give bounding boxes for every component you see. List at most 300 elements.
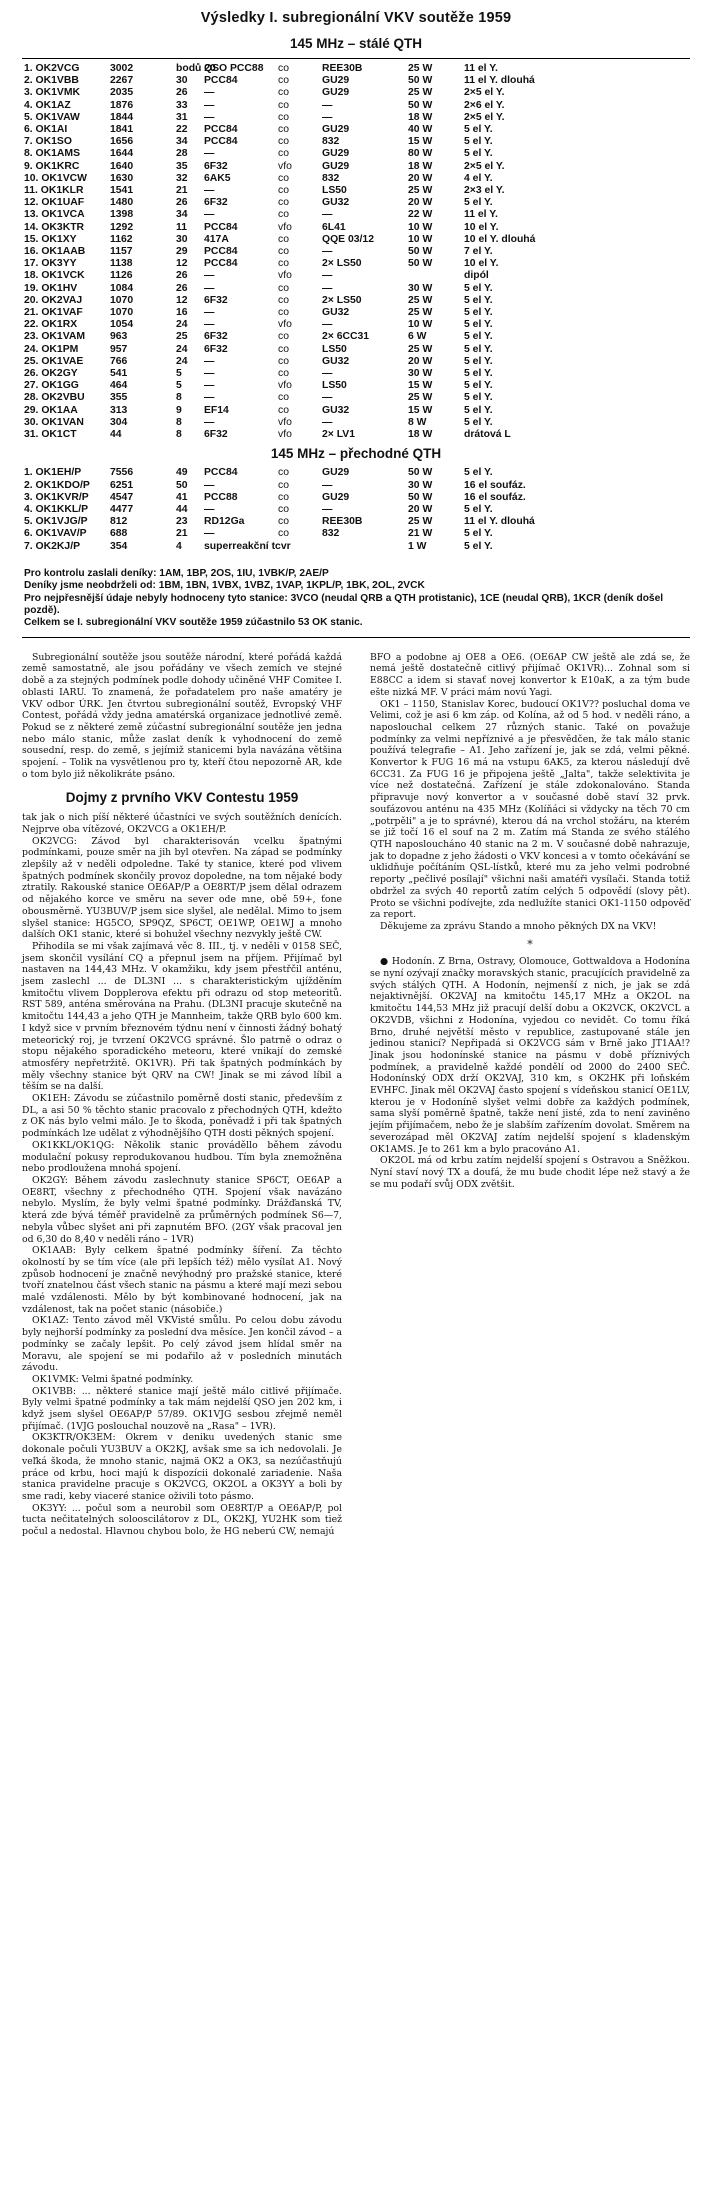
mode-cell: co: [278, 111, 289, 123]
mode-cell: co: [278, 528, 289, 540]
antenna-cell: 10 el Y.: [464, 221, 499, 233]
points-cell: 1640: [110, 160, 134, 172]
note-line: Pro kontrolu zaslali deníky: 1AM, 1BP, 2OS, 1IU, 1VBK/P, 2AE/P: [24, 567, 329, 579]
rank-callsign-cell: 23. OK1VAM: [24, 331, 86, 343]
power-tube-cell: LS50: [322, 343, 347, 355]
mode-cell: co: [278, 331, 289, 343]
transmitter-cell: superreakční tcvr: [204, 540, 291, 552]
table-row: [24, 480, 624, 492]
table-row: [24, 75, 624, 87]
rank-callsign-cell: 29. OK1AA: [24, 404, 78, 416]
points-cell: 1876: [110, 99, 134, 111]
bottom-rule: [22, 637, 690, 638]
points-cell: 3002: [110, 63, 134, 74]
transmitter-cell: —: [204, 148, 215, 160]
power-tube-cell: 832: [322, 136, 340, 148]
points-cell: 1138: [110, 258, 133, 270]
table-row: [24, 380, 624, 392]
qso-count-cell: 49: [176, 467, 188, 479]
qso-count-cell: 21: [176, 528, 188, 540]
paragraph: BFO a podobne aj OE8 a OE6. (OE6AP CW ještě ale zdá se, že nemá ještě dostatečně citlivý přijímač OK1VR)... Zohnal som si E88CC a idem si stavať novej konvertor k E10aK, a za tým bude ešte nizká MF. V práci mám novú Yagi.: [370, 651, 690, 698]
antenna-cell: 5 el Y.: [464, 136, 493, 148]
qso-count-cell: 33: [176, 99, 188, 111]
article-columns: [22, 652, 690, 1538]
points-cell: 7556: [110, 467, 134, 479]
power-tube-cell: GU29: [322, 491, 350, 503]
power-cell: 80 W: [408, 148, 433, 160]
qso-count-cell: 4: [176, 540, 182, 552]
mode-cell: vfo: [278, 429, 292, 441]
transmitter-cell: 6F32: [204, 160, 228, 172]
paragraph: OK2GY: Během závodu zaslechnuty stanice SP6CT, OE6AP a OE8RT, všechny z přechodného QTH. Spojení však navázáno nebylo. Myslím, že byly velmi špatné podmínky. Drážďanská TV, která zde bývá téměř pravidelně za průměrných podmínek S6—7, nebyla vůbec slyšet ani při zapnutém BFO. (2GY však pracoval jen od 6,30 do 8,40 v neděli ráno – 1VR): [22, 1174, 342, 1245]
qso-count-cell: 26: [176, 270, 188, 282]
transmitter-cell: —: [204, 111, 215, 123]
table-row: [24, 541, 624, 553]
mode-cell: vfo: [278, 319, 292, 331]
qso-count-cell: 11: [176, 221, 187, 233]
table-row: [24, 319, 624, 331]
rank-callsign-cell: 20. OK2VAJ: [24, 294, 83, 306]
points-cell: 464: [110, 380, 128, 392]
antenna-cell: dipól: [464, 270, 489, 282]
mode-cell: vfo: [278, 270, 292, 282]
mode-cell: co: [278, 136, 289, 148]
mode-cell: co: [278, 87, 289, 99]
transmitter-cell: PCC84: [204, 467, 238, 479]
power-cell: 30 W: [408, 282, 433, 294]
qso-count-cell: 12: [176, 294, 188, 306]
mode-cell: co: [278, 343, 289, 355]
mode-cell: co: [278, 172, 289, 184]
rank-callsign-cell: 4. OK1AZ: [24, 99, 71, 111]
table-row: [24, 112, 624, 124]
table-row: [24, 246, 624, 258]
table-row: [24, 161, 624, 173]
paragraph: OK2VCG: Závod byl charakterisován vcelku špatnými podmínkami, pouze směr na jih byl otevřen. Na západ se podmínky zlepšily až v neděli odpoledne. Také ty stanice, které pod vlivem špatných podmínek skončily provoz dopoledne, na tom nějaké body ztratily. Rakouské stanice OE6AP/P a OE8RT/P jsem dělal odrazem od nějakého korce ve směru na sever ode mne, obě 59+, ťone obousměrně. YU3BUV/P jsem sice slyšel, ale nedělal. Mimo to jsem slyšel stanice: HG5CO, SP9QZ, SP6CT, OE1WP, OE1WJ a mnoho dalších OK1 stanic, které si bohužel všechny nezvykly ještě CW.: [22, 835, 342, 941]
points-cell: 1844: [110, 111, 134, 123]
table-row: [24, 270, 624, 282]
table-row: [24, 417, 624, 429]
power-tube-cell: REE30B: [322, 516, 363, 528]
antenna-cell: 7 el Y.: [464, 246, 493, 258]
qso-count-cell: 25: [176, 331, 188, 343]
power-cell: 30 W: [408, 479, 433, 491]
power-tube-cell: —: [322, 416, 333, 428]
rank-callsign-cell: 21. OK1VAF: [24, 307, 83, 319]
antenna-cell: 11 el Y.: [464, 63, 498, 74]
power-cell: 25 W: [408, 87, 433, 99]
transmitter-cell: —: [204, 270, 215, 282]
power-cell: 1 W: [408, 540, 427, 552]
points-cell: 355: [110, 392, 128, 404]
mode-cell: vfo: [278, 160, 292, 172]
power-cell: 15 W: [408, 404, 433, 416]
power-tube-cell: GU29: [322, 467, 350, 479]
paragraph: OK1AAB: Byly celkem špatné podmínky šíření. Za těchto okolností by se tím více (ale při lepších též) mělo vysílat A1. Nový způsob hodnocení je značně nevýhodný pro pražské stanice, které tvoří znatelnou část všech stanic na pásmu a které mají mezi sebou malé vzdálenosti. Mělo by být kombinované hodnocení, jak na vzdálenost, tak na počet stanic (násobiče.): [22, 1245, 342, 1315]
points-cell: 541: [110, 368, 128, 380]
transmitter-cell: EF14: [204, 404, 229, 416]
power-tube-cell: GU29: [322, 160, 350, 172]
qso-count-cell: 24: [176, 343, 188, 355]
power-cell: 25 W: [408, 307, 433, 319]
points-cell: 1630: [110, 172, 134, 184]
transmitter-cell: PCC84: [204, 75, 238, 87]
power-tube-cell: LS50: [322, 380, 347, 392]
power-cell: 22 W: [408, 209, 433, 221]
rank-callsign-cell: 13. OK1VCA: [24, 209, 85, 221]
table-row: [24, 392, 624, 404]
power-cell: 6 W: [408, 331, 427, 343]
points-cell: 957: [110, 343, 128, 355]
results-table-stale: [24, 63, 624, 441]
power-tube-cell: QQE 03/12: [322, 233, 374, 245]
qso-count-cell: 9: [176, 404, 182, 416]
power-tube-cell: 6L41: [322, 221, 346, 233]
paragraph: OK1VBB: ... některé stanice mají ještě málo citlivé přijímače. Byly velmi špatné podmínky a tak mám nejdelší QSO jen 202 km, i když jsem slyšel OE6AP/P 57/89. OK1VJG sesbou zřejmě neměl přijímač. (1VJG poslouchal nouzově na „Rasa" – 1VR).: [22, 1385, 342, 1432]
mode-cell: co: [278, 258, 289, 270]
power-tube-cell: —: [322, 209, 333, 221]
power-cell: 20 W: [408, 503, 433, 515]
power-cell: 20 W: [408, 172, 433, 184]
mode-cell: co: [278, 197, 289, 209]
qso-count-cell: 34: [176, 136, 188, 148]
table-row: [24, 344, 624, 356]
power-tube-cell: GU32: [322, 307, 350, 319]
points-cell: 1162: [110, 233, 133, 245]
power-cell: 8 W: [408, 416, 427, 428]
antenna-cell: 5 el Y.: [464, 319, 493, 331]
qso-count-cell: 5: [176, 380, 182, 392]
power-cell: 50 W: [408, 99, 433, 111]
antenna-cell: drátová L: [464, 429, 511, 441]
qso-count-cell: 12: [176, 258, 188, 270]
qso-count-cell: 50: [176, 479, 188, 491]
article-title: Dojmy z prvního VKV Contestu 1959: [65, 790, 299, 806]
points-cell: 1054: [110, 319, 134, 331]
power-tube-cell: GU29: [322, 87, 350, 99]
power-tube-cell: GU29: [322, 75, 350, 87]
points-cell: 1070: [110, 294, 134, 306]
mode-cell: co: [278, 392, 289, 404]
rank-callsign-cell: 1. OK2VCG: [24, 63, 80, 74]
mode-cell: co: [278, 99, 289, 111]
power-tube-cell: —: [322, 111, 333, 123]
power-cell: 50 W: [408, 258, 433, 270]
power-tube-cell: GU32: [322, 197, 350, 209]
antenna-cell: 5 el Y.: [464, 307, 493, 319]
table-row: [24, 222, 624, 234]
qso-count-cell: 22: [176, 124, 188, 136]
qso-count-cell: 5: [176, 368, 182, 380]
table-row: [24, 492, 624, 504]
table-row: [24, 356, 624, 368]
points-cell: 1841: [110, 124, 134, 136]
antenna-cell: 5 el Y.: [464, 392, 493, 404]
top-rule: [22, 58, 690, 59]
transmitter-cell: 6AK5: [204, 172, 231, 184]
left-column: [22, 652, 342, 1538]
antenna-cell: 2×6 el Y.: [464, 99, 505, 111]
points-cell: 812: [110, 516, 128, 528]
qso-count-cell: 28: [176, 148, 188, 160]
qso-count-cell: 30: [176, 233, 188, 245]
rank-callsign-cell: 9. OK1KRC: [24, 160, 80, 172]
points-cell: 4547: [110, 491, 134, 503]
points-cell: 963: [110, 331, 128, 343]
mode-cell: co: [278, 63, 289, 74]
section-title-prechodne: 145 MHz – přechodné QTH: [270, 446, 442, 462]
power-tube-cell: 2× LS50: [322, 294, 362, 306]
power-cell: 18 W: [408, 111, 433, 123]
points-cell: 44: [110, 429, 122, 441]
transmitter-cell: —: [204, 99, 215, 111]
antenna-cell: 10 el Y. dlouhá: [464, 233, 536, 245]
antenna-cell: 2×5 el Y.: [464, 111, 505, 123]
notes: [24, 568, 690, 630]
points-cell: 1644: [110, 148, 134, 160]
power-cell: 40 W: [408, 124, 433, 136]
transmitter-cell: PCC84: [204, 136, 238, 148]
power-tube-cell: —: [322, 282, 333, 294]
transmitter-cell: —: [204, 479, 215, 491]
mode-cell: co: [278, 148, 289, 160]
power-cell: 25 W: [408, 185, 433, 197]
qso-count-cell: 34: [176, 209, 188, 221]
transmitter-cell: PCC84: [204, 258, 238, 270]
rank-callsign-cell: 6. OK1VAV/P: [24, 528, 87, 540]
rank-callsign-cell: 1. OK1EH/P: [24, 467, 82, 479]
power-cell: 25 W: [408, 392, 433, 404]
power-tube-cell: —: [322, 99, 333, 111]
rank-callsign-cell: 10. OK1VCW: [24, 172, 87, 184]
table-row: [24, 185, 624, 197]
power-cell: 18 W: [408, 429, 433, 441]
mode-cell: co: [278, 282, 289, 294]
transmitter-cell: —: [204, 392, 215, 404]
power-cell: 25 W: [408, 63, 433, 74]
points-cell: 6251: [110, 479, 134, 491]
transmitter-cell: —: [204, 380, 215, 392]
table-row: [24, 504, 624, 516]
antenna-cell: 5 el Y.: [464, 124, 493, 136]
antenna-cell: 5 el Y.: [464, 467, 493, 479]
mode-cell: co: [278, 246, 289, 258]
mode-cell: co: [278, 294, 289, 306]
points-cell: 1398: [110, 209, 134, 221]
points-cell: 766: [110, 355, 128, 367]
power-tube-cell: GU32: [322, 355, 350, 367]
rank-callsign-cell: 22. OK1RX: [24, 319, 78, 331]
points-cell: 1157: [110, 246, 133, 258]
power-tube-cell: GU29: [322, 124, 350, 136]
paragraph: OK1 – 1150, Stanislav Korec, budoucí OK1V?? posluchal doma ve Velimi, což je asi 6 km záp. od Kolína, až od 5 hod. v neděli ráno, a naposlouchal celkem 27 různých stanic. Také on považuje podmínky za velmi nepříznivé a je přesvědčen, že tak málo stanic používá telegrafie – A1. Jeho zařízení je, jak se zdá, velmi pěkné. Konvertor k FUG 16 má na vstupu 6AK5, za kterou následují dvě 6CC31. Za FUG 16 je připojena ještě „Jalta", takže selektivita je více než dostatečná. Zařízení je stále zdokonalováno. Standa připravuje nový konvertor a v současné době staví 32 prvk. soufázovou anténu na 435 MHz (Kolíňáci si vždycky na těch 70 cm „potrpěli" a je to správné), kterou dá na vrchol stožáru, na kterém se již točí 16 el souf na 2 m. Zatím má Standa ze svého stálého QTH naposloucháno 40 stanic na 2 m. V současné době nahrazuje, jak to dopadne z jeho žádosti o VKV koncesi a v tomto očekávání se uklidňuje počítáním QSL-lístků, které mu za jeho velmi podrobné reporty „pečlivé posílají" všichni naši amatéři vysílači. Standa totiž obdržel za svých 40 reportů zatím celých 5 odpovědí (slovy pět). Proto se všichni podívejte, zda nedlužíte stanici OK1-1150 odpověď za report.: [370, 698, 690, 921]
mode-cell: co: [278, 233, 289, 245]
antenna-cell: 2×5 el Y.: [464, 160, 505, 172]
paragraph: Přihodila se mi však zajímavá věc 8. III., tj. v neděli v 0158 SEČ, jsem skončil vysílání CQ a přepnul jsem na příjem. Přijímač byl nastaven na 144,43 MHz. V okamžiku, kdy jsem přestřčil anténu, jsem zaslechl ... de DL3NI ... s charakteristickým ujížděním kmitočtu vlivem Dopplerova efektu při odrazu od stop meteoritů. RST 589, anténa směrována na Prahu. (DL3NI pracuje skutečně na kmitočtu 144,43 a jeho QTH je Mannheim, takže QRB bylo 600 km. I když sice v prvním březnovém týdnu není v činnosti žádný bohatý meteorický roj, je tvrzení OK2VCG správné. Šlo patrně o odraz o stopu nějakého sporadického meteoru, které vnikají do zemské atmosféry nepřetržitě. OK1VR). Při tak špatných podmínkách by měly všechny stanice být QRV na CW! Jinak se mi závod líbil a těším se na další.: [22, 940, 342, 1093]
transmitter-cell: PCC84: [204, 246, 238, 258]
mode-cell: co: [278, 307, 289, 319]
transmitter-cell: 6F32: [204, 197, 228, 209]
power-tube-cell: —: [322, 479, 333, 491]
power-tube-cell: —: [322, 503, 333, 515]
table-row: [24, 516, 624, 528]
transmitter-cell: —: [204, 209, 215, 221]
points-cell: 1656: [110, 136, 134, 148]
rank-callsign-cell: 4. OK1KKL/P: [24, 503, 89, 515]
rank-callsign-cell: 5. OK1VAW: [24, 111, 80, 123]
qso-count-cell: 24: [176, 355, 188, 367]
transmitter-cell: —: [204, 355, 215, 367]
qso-count-cell: 16: [176, 307, 188, 319]
power-tube-cell: 2× LS50: [322, 258, 362, 270]
table-row: [24, 209, 624, 221]
transmitter-cell: PCC84: [204, 124, 238, 136]
antenna-cell: 5 el Y.: [464, 368, 493, 380]
power-tube-cell: 832: [322, 172, 340, 184]
mode-cell: co: [278, 503, 289, 515]
power-cell: 50 W: [408, 467, 433, 479]
transmitter-cell: —: [204, 368, 215, 380]
mode-cell: co: [278, 479, 289, 491]
table-row: [24, 283, 624, 295]
antenna-cell: 11 el Y. dlouhá: [464, 75, 535, 87]
power-cell: 18 W: [408, 160, 433, 172]
rank-callsign-cell: 3. OK1VMK: [24, 87, 81, 99]
table-row: [24, 197, 624, 209]
rank-callsign-cell: 6. OK1AI: [24, 124, 68, 136]
qso-count-cell: 24: [176, 319, 188, 331]
points-cell: 304: [110, 416, 128, 428]
transmitter-cell: 6F32: [204, 343, 228, 355]
antenna-cell: 5 el Y.: [464, 148, 493, 160]
points-cell: 1292: [110, 221, 134, 233]
results-table-prechodne: [24, 467, 624, 552]
transmitter-cell: 6F32: [204, 429, 228, 441]
antenna-cell: 11 el Y.: [464, 209, 498, 221]
rank-callsign-cell: 17. OK3YY: [24, 258, 77, 270]
paragraph: OK1EH: Závodu se zúčastnilo poměrně dosti stanic, především z DL, a asi 50 % těchto stanic pracovalo z přechodných QTH, kdežto z OK nás bylo velmi málo. Je to škoda, poněvadž i při tak špatných podmínkách lze udělat z výhodnějšího QTH dosti pěkných spojení.: [22, 1093, 342, 1140]
points-cell: 1541: [110, 185, 134, 197]
power-tube-cell: —: [322, 319, 333, 331]
qso-count-cell: 26: [176, 282, 188, 294]
table-row: [24, 429, 624, 441]
qso-count-cell: 8: [176, 429, 182, 441]
points-cell: 688: [110, 528, 128, 540]
antenna-cell: 5 el Y.: [464, 528, 493, 540]
power-cell: 30 W: [408, 368, 433, 380]
power-tube-cell: 2× LV1: [322, 429, 356, 441]
table-row: [24, 63, 624, 75]
rank-callsign-cell: 14. OK3KTR: [24, 221, 85, 233]
mode-cell: co: [278, 75, 289, 87]
power-cell: 15 W: [408, 380, 433, 392]
power-tube-cell: [322, 541, 408, 553]
paragraph: OK1AZ: Tento závod měl VKVisté smůlu. Po celou dobu závodu byly nejhorší podmínky za poslední dva měsíce. Jen končil závod – a podmínky se začaly lepšit. Po celý závod jsem hlídal směr na Moravu, ale spojení se mi podařilo až v posledních minutách závodu.: [22, 1315, 342, 1374]
table-row: [24, 405, 624, 417]
power-cell: 21 W: [408, 528, 433, 540]
paragraph: OK3YY: ... počul som a neurobil som OE8RT/P a OE6AP/P, pol tucta nečitatelných solooscilátorov z DL, OK2KJ, YU2HK som tiež počul a nedostal. Hlavnou chybou bolo, že HG neberú CW, nemajú: [22, 1502, 342, 1538]
table-row: [24, 331, 624, 343]
antenna-cell: 2×5 el Y.: [464, 87, 505, 99]
power-cell: 25 W: [408, 516, 433, 528]
power-cell: 50 W: [408, 75, 433, 87]
antenna-cell: 4 el Y.: [464, 172, 493, 184]
table-row: [24, 100, 624, 112]
note-line: Pro nejpřesnější údaje nebyly hodnoceny tyto stanice: 3VCO (neudal QRB a QTH protistanic), 1CE (neudal QRB), 1KCR (deník došel pozdě).: [24, 592, 664, 616]
power-cell: 25 W: [408, 343, 433, 355]
qso-count-cell: 35: [176, 160, 188, 172]
paragraph: tak jak o nich píší některé účastníci ve svých soutěžních denících. Nejprve oba vítězové, OK2VCG a OK1EH/P.: [22, 812, 342, 835]
transmitter-cell: QSO PCC88: [204, 63, 264, 74]
qso-count-cell: 32: [176, 172, 188, 184]
paragraph: OK2OL má od krbu zatím nejdelší spojení s Ostravou a Sněžkou. Nyní staví nový TX a doufá, že mu bude chodit lépe než stavý a že se mu podaří svůj ODX zvětšit.: [370, 1155, 690, 1190]
page-title: Výsledky I. subregionální VKV soutěže 1959: [200, 10, 512, 26]
power-cell: 10 W: [408, 233, 433, 245]
transmitter-cell: RD12Ga: [204, 516, 245, 528]
rank-callsign-cell: 8. OK1AMS: [24, 148, 81, 160]
mode-cell: co: [278, 404, 289, 416]
power-cell: 25 W: [408, 294, 433, 306]
power-cell: [408, 270, 464, 282]
qso-count-cell: 23: [176, 516, 188, 528]
table-row: [24, 258, 624, 270]
transmitter-cell: —: [204, 185, 215, 197]
paragraph: ● Hodonín. Z Brna, Ostravy, Olomouce, Gottwaldova a Hodonína se nyní ozývají značky moravských stanic, pracujících pravidelně za svých stálých QTH. A Hodonín, nejmenší z nich, je jak se zdá nejaktivnější. OK2VAJ na kmitočtu 145,17 MHz a OK2OL na kmitočtu 144,53 MHz již pracují delší dobu a OK2VCK, OK2VCL a OK2VDB, všichni z Hodonína, vyjedou co nevidět. Co tomu říká Brno, druhé největší město v republice, zastupované stále jen jedinou stanicí? Nepřipadá si OK2VCG sám v Brně jako JT1AA!? Jinak jsou hodonínské stanice na pásmu v době příznivých podmínek, a pravidelně každé pondělí od 2000 do 2400 SEČ. Hodonínský ODX drží OK2VAJ, 310 km, s OK2HK při loňském EVHFC. Jinak měl OK2VAJ často spojení s vídeňskou stanicí OE1LV, kterou je v Hodoníně slyšet velmi dobře za každých podmínek, sama slyší poměrně špatně, takže není jisté, zda to není zaviněno jejím přijímačem, nebo že je slabším zařízením dovolat. Směrem na severozápad měl OK2VAJ zatím nejdelší spojení s kladenským OK1AMS. Je to 261 km a bylo pracováno A1.: [370, 956, 690, 1155]
antenna-cell: 5 el Y.: [464, 355, 493, 367]
rank-callsign-cell: 24. OK1PM: [24, 343, 79, 355]
points-cell: 1070: [110, 307, 134, 319]
rank-callsign-cell: 12. OK1UAF: [24, 197, 85, 209]
antenna-cell: 5 el Y.: [464, 404, 493, 416]
table-row: [24, 467, 624, 479]
table-row: [24, 307, 624, 319]
paragraph: OK3KTR/OK3EM: Okrem v deniku uvedených stanic sme dokonale počuli YU3BUV a OK2KJ, avšak sme sa ich nedovolali. Je veľká škoda, že mnoho stanic, najmä OK2 a OK3, sa nezúčastňujú práce od krbu, hoci majú k dispozícii dokonalé zariadenie. Naša stanica pravidelne pracuje s OK2VCG, OK2OL a OK3YY a boli by sme radi, keby viaceré stanice oživili toto pásmo.: [22, 1432, 342, 1502]
transmitter-cell: —: [204, 528, 215, 540]
section-title-stale: 145 MHz – stálé QTH: [289, 36, 423, 51]
antenna-cell: 16 el soufáz.: [464, 479, 526, 491]
qso-count-cell: 8: [176, 392, 182, 404]
transmitter-cell: —: [204, 87, 215, 99]
transmitter-cell: PCC88: [204, 491, 238, 503]
rank-callsign-cell: 16. OK1AAB: [24, 246, 86, 258]
rank-callsign-cell: 18. OK1VCK: [24, 270, 85, 282]
table-row: [24, 528, 624, 540]
transmitter-cell: 417A: [204, 233, 229, 245]
table-row: [24, 234, 624, 246]
qso-count-cell: 21: [176, 185, 188, 197]
transmitter-cell: PCC84: [204, 221, 238, 233]
qso-count-cell: 31: [176, 111, 188, 123]
table-row: [24, 87, 624, 99]
rank-callsign-cell: 30. OK1VAN: [24, 416, 84, 428]
qso-count-cell: 44: [176, 503, 188, 515]
mode-cell: co: [278, 185, 289, 197]
points-cell: 4477: [110, 503, 134, 515]
antenna-cell: 5 el Y.: [464, 540, 493, 552]
antenna-cell: 5 el Y.: [464, 282, 493, 294]
power-cell: 20 W: [408, 355, 433, 367]
transmitter-cell: 6F32: [204, 331, 228, 343]
qso-count-cell: bodů 20: [176, 63, 216, 74]
qso-count-cell: 26: [176, 197, 188, 209]
power-cell: 50 W: [408, 491, 433, 503]
transmitter-cell: 6F32: [204, 294, 228, 306]
antenna-cell: 5 el Y.: [464, 331, 493, 343]
power-tube-cell: —: [322, 392, 333, 404]
qso-count-cell: 29: [176, 246, 188, 258]
separator-star: *: [527, 937, 533, 951]
rank-callsign-cell: 15. OK1XY: [24, 233, 77, 245]
